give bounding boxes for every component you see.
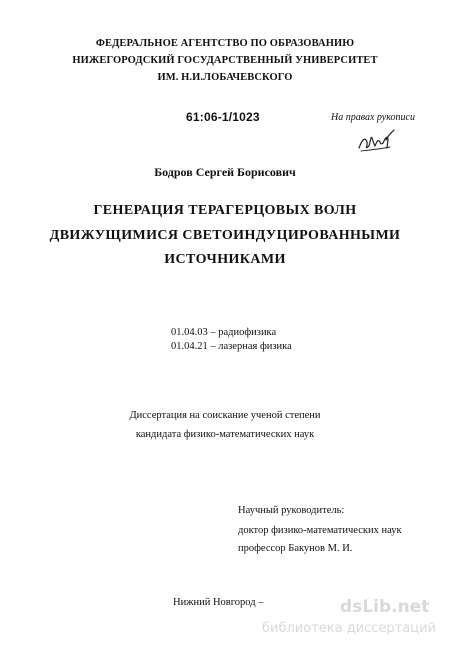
catalog-code: 61:06-1/1023 xyxy=(186,110,260,124)
thesis-title-line-1: ГЕНЕРАЦИЯ ТЕРАГЕРЦОВЫХ ВОЛН xyxy=(93,203,357,218)
place-of-publication: Нижний Новгород – xyxy=(173,597,264,608)
institution-line-2: НИЖЕГОРОДСКИЙ ГОСУДАРСТВЕННЫЙ УНИВЕРСИТЕТ xyxy=(72,55,378,66)
handwritten-signature xyxy=(356,126,396,156)
institution-line-3: ИМ. Н.И.ЛОБАЧЕВСКОГО xyxy=(157,72,293,83)
thesis-title-line-3: ИСТОЧНИКАМИ xyxy=(164,252,286,267)
dissertation-note-line-2: кандидата физико-математических наук xyxy=(135,429,315,440)
specialty-code: 01.04.03 – радиофизика xyxy=(171,327,277,338)
dissertation-note-line-1: Диссертация на соискание ученой степени xyxy=(129,410,321,421)
author-name: Бодров Сергей Борисович xyxy=(154,165,296,179)
specialty-code: 01.04.21 – лазерная физика xyxy=(171,341,292,352)
rights-note: На правах рукописи xyxy=(331,112,415,123)
institution-line-1: ФЕДЕРАЛЬНОЕ АГЕНТСТВО ПО ОБРАЗОВАНИЮ xyxy=(95,38,355,49)
advisor-degree: доктор физико-математических наук xyxy=(238,525,402,536)
thesis-title-line-2: ДВИЖУЩИМИСЯ СВЕТОИНДУЦИРОВАННЫМИ xyxy=(49,228,401,243)
watermark-logo: dsLib.net xyxy=(340,597,430,617)
advisor-label: Научный руководитель: xyxy=(238,505,345,516)
watermark-subtitle: библиотека диссертаций xyxy=(262,621,436,636)
advisor-name: профессор Бакунов М. И. xyxy=(238,543,353,554)
